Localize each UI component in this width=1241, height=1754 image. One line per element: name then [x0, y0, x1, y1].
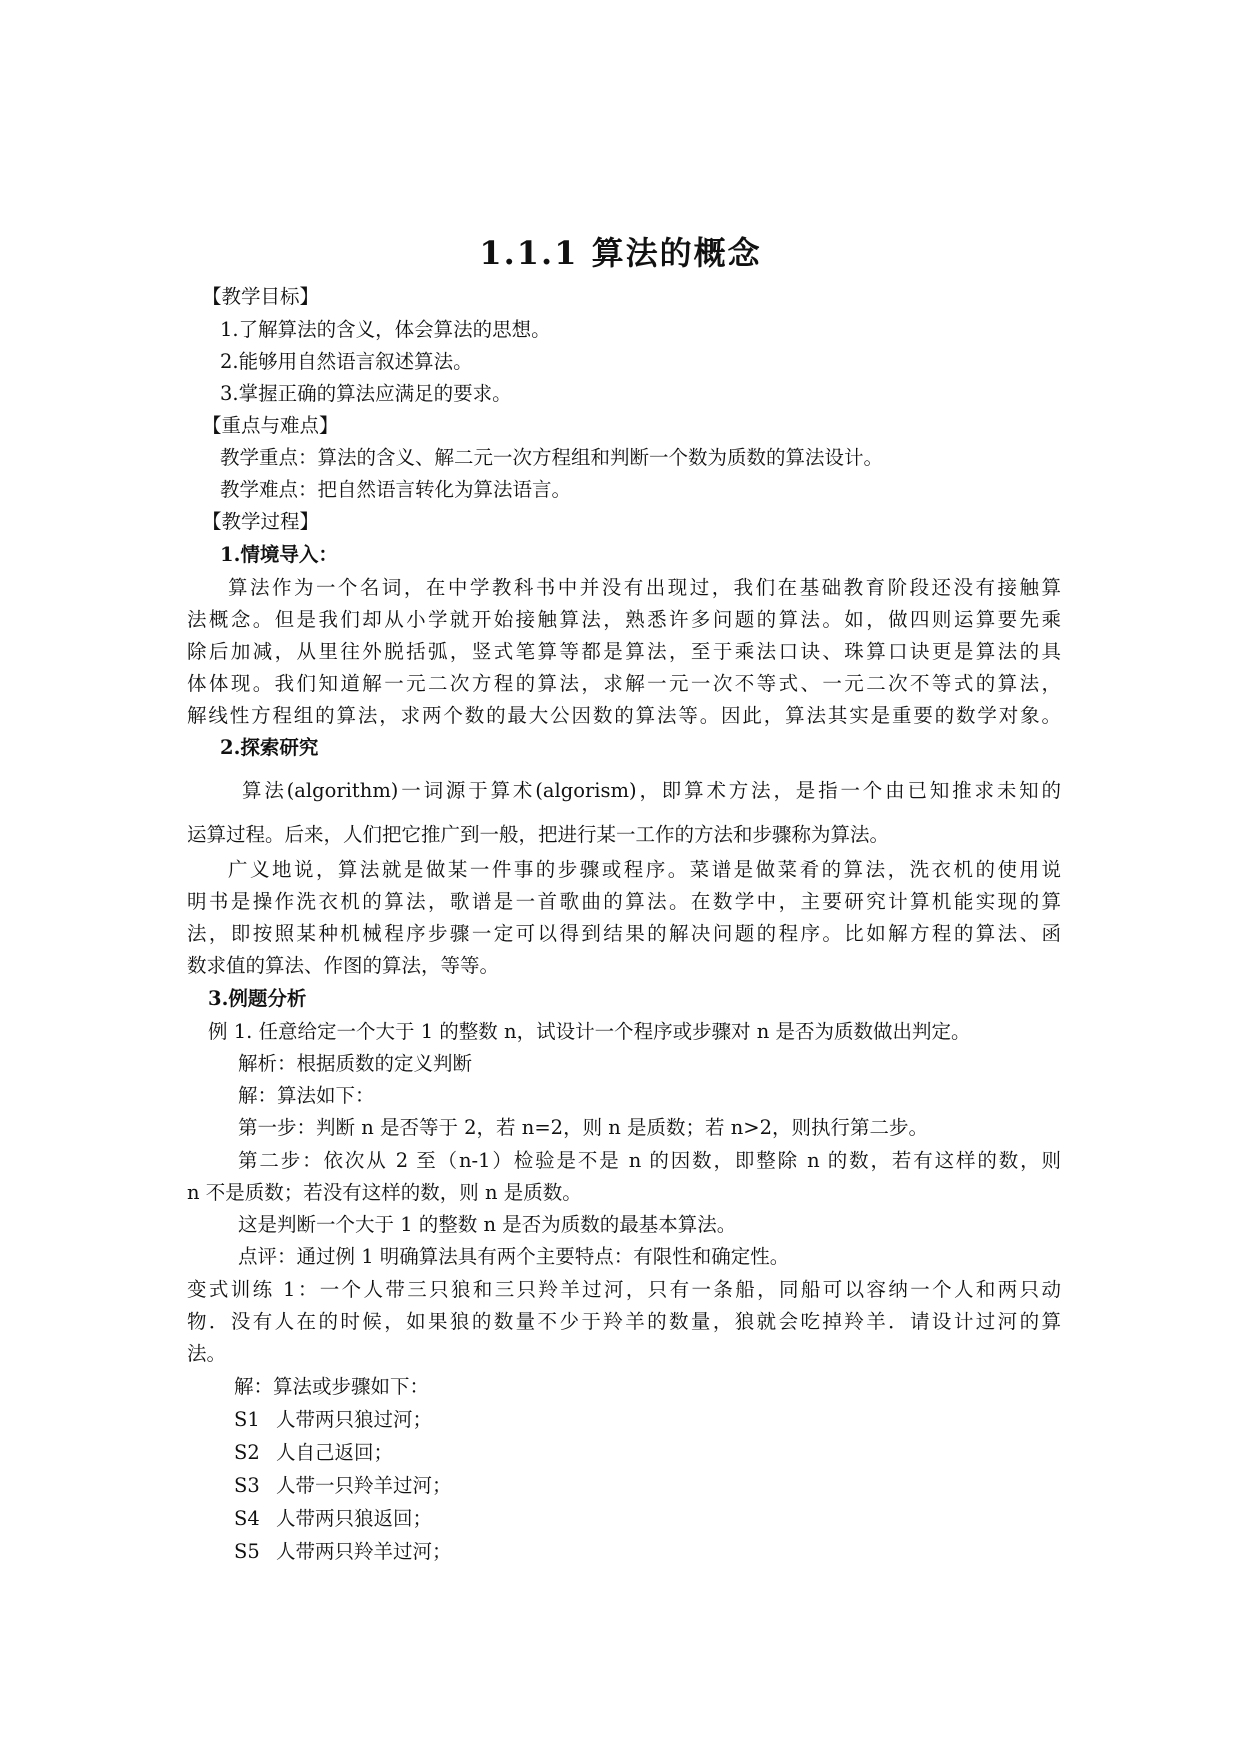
intro-line: 体体现。我们知道解一元二次方程的算法，求解一元一次不等式、一元二次不等式的算法，	[187, 672, 1061, 695]
example-1: 例 1. 任意给定一个大于 1 的整数 n，试设计一个程序或步骤对 n 是否为质数做出判定。	[208, 1020, 971, 1043]
example-step: n 不是质数；若没有这样的数，则 n 是质数。	[187, 1181, 582, 1204]
step-text: 人带两只羚羊过河；	[276, 1540, 452, 1563]
intro-line: 法概念。但是我们却从小学就开始接触算法，熟悉许多问题的算法。如，做四则运算要先乘	[187, 608, 1061, 631]
example-note: 这是判断一个大于 1 的整数 n 是否为质数的最基本算法。	[238, 1213, 737, 1236]
step-label: S1	[234, 1408, 260, 1431]
step-text: 人带一只羚羊过河；	[276, 1474, 452, 1497]
intro-heading: 1.情境导入：	[220, 543, 338, 566]
intro-line: 除后加减，从里往外脱括弧，竖式笔算等都是算法，至于乘法口诀、珠算口诀更是算法的具	[187, 640, 1061, 663]
step-label: S5	[234, 1540, 260, 1563]
step-label: S2	[234, 1441, 260, 1464]
process-heading: 【教学过程】	[202, 510, 320, 533]
objective-item: 2.能够用自然语言叙述算法。	[220, 350, 473, 373]
list-item	[234, 1540, 452, 1564]
variant-line: 法。	[187, 1342, 227, 1365]
teaching-focus: 教学重点：算法的含义、解二元一次方程组和判断一个数为质数的算法设计。	[220, 446, 884, 469]
example-comment: 点评：通过例 1 明确算法具有两个主要特点：有限性和确定性。	[238, 1245, 790, 1268]
explore-line: 法，即按照某种机械程序步骤一定可以得到结果的解决问题的程序。比如解方程的算法、函	[187, 922, 1061, 945]
variant-line: 变式训练 1：一个人带三只狼和三只羚羊过河，只有一条船，同船可以容纳一个人和两只动	[187, 1278, 1061, 1301]
intro-line: 算法作为一个名词，在中学教科书中并没有出现过，我们在基础教育阶段还没有接触算	[228, 576, 1061, 599]
example-step: 第二步：依次从 2 至（n-1）检验是不是 n 的因数，即整除 n 的数，若有这样的数，则	[238, 1149, 1061, 1172]
key-points-heading: 【重点与难点】	[202, 414, 339, 437]
examples-heading: 3.例题分析	[208, 987, 307, 1010]
teaching-difficulty: 教学难点：把自然语言转化为算法语言。	[220, 478, 572, 501]
list-item	[234, 1408, 432, 1432]
explore-line: 数求值的算法、作图的算法，等等。	[187, 954, 500, 977]
objectives-heading: 【教学目标】	[202, 285, 320, 308]
step-label: S4	[234, 1507, 260, 1530]
page-title: 1.1.1 算法的概念	[479, 234, 762, 272]
intro-line: 解线性方程组的算法，求两个数的最大公因数的算法等。因此，算法其实是重要的数学对象。	[187, 704, 1061, 727]
step-text: 人带两只狼过河；	[276, 1408, 433, 1431]
list-item	[234, 1441, 393, 1465]
example-solution: 解：算法如下：	[238, 1084, 375, 1107]
explore-line: 明书是操作洗衣机的算法，歌谱是一首歌曲的算法。在数学中，主要研究计算机能实现的算	[187, 890, 1061, 913]
objective-item: 1.了解算法的含义，体会算法的思想。	[220, 318, 551, 341]
step-text: 人自己返回；	[276, 1441, 394, 1464]
list-item	[234, 1507, 432, 1531]
explore-line: 运算过程。后来，人们把它推广到一般，把进行某一工作的方法和步骤称为算法。	[187, 823, 890, 846]
explore-line: 广义地说，算法就是做某一件事的步骤或程序。菜谱是做菜肴的算法，洗衣机的使用说	[228, 858, 1061, 881]
step-label: S3	[234, 1474, 260, 1497]
list-item	[234, 1474, 452, 1498]
explore-heading: 2.探索研究	[220, 736, 319, 759]
example-analysis: 解析：根据质数的定义判断	[238, 1052, 473, 1075]
variant-solution: 解：算法或步骤如下：	[234, 1375, 430, 1398]
variant-line: 物．没有人在的时候，如果狼的数量不少于羚羊的数量，狼就会吃掉羚羊．请设计过河的算	[187, 1310, 1061, 1333]
explore-line: 算法(algorithm)一词源于算术(algorism)，即算术方法，是指一个由已知推求未知的	[242, 779, 1061, 802]
example-step: 第一步：判断 n 是否等于 2，若 n=2，则 n 是质数；若 n>2，则执行第二步。	[238, 1116, 929, 1139]
objective-item: 3.掌握正确的算法应满足的要求。	[220, 382, 512, 405]
step-text: 人带两只狼返回；	[276, 1507, 433, 1530]
